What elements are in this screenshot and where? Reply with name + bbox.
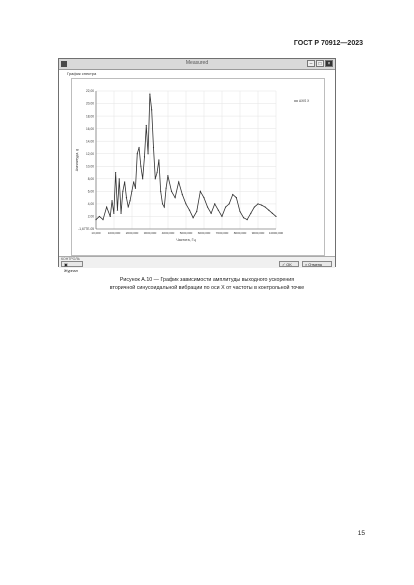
data-point xyxy=(200,191,201,192)
data-point xyxy=(165,188,166,189)
print-button-label: Журнал xyxy=(64,269,78,273)
data-point xyxy=(272,213,273,214)
data-point xyxy=(140,166,141,167)
window-title: Measured xyxy=(185,60,209,66)
data-point xyxy=(203,197,204,198)
ok-button-label: OK xyxy=(286,263,292,267)
x-tick-label: 9000,000 xyxy=(251,231,265,235)
close-icon: × xyxy=(305,263,309,267)
data-point xyxy=(174,197,175,198)
data-point xyxy=(236,197,237,198)
data-point xyxy=(257,203,258,204)
data-point xyxy=(111,200,112,201)
spectrum-chart xyxy=(72,79,324,255)
data-point xyxy=(135,188,136,189)
data-point xyxy=(247,219,248,220)
data-point xyxy=(142,178,143,179)
data-point xyxy=(196,211,197,212)
data-point xyxy=(95,219,96,220)
data-point xyxy=(120,213,121,214)
data-point xyxy=(207,206,208,207)
data-point xyxy=(167,175,168,176)
data-point xyxy=(160,191,161,192)
cancel-button[interactable] xyxy=(302,261,332,267)
data-point xyxy=(229,203,230,204)
x-tick-label: 3000,000 xyxy=(143,231,157,235)
page-number: 15 xyxy=(357,530,365,537)
minimize-button[interactable]: – xyxy=(307,60,315,67)
print-button[interactable] xyxy=(61,261,83,273)
data-point xyxy=(133,181,134,182)
data-point xyxy=(225,206,226,207)
page-header-standard: ГОСТ Р 70912—2023 xyxy=(293,40,363,47)
x-tick-label: 10000,000 xyxy=(268,231,284,235)
data-point xyxy=(102,219,103,220)
data-point xyxy=(122,191,123,192)
x-tick-label: 5000,000 xyxy=(179,231,193,235)
data-point xyxy=(124,181,125,182)
x-tick-label: 1000,000 xyxy=(107,231,121,235)
data-point xyxy=(106,206,107,207)
status-bar xyxy=(59,256,335,273)
data-point xyxy=(214,203,215,204)
data-point xyxy=(268,210,269,211)
data-point xyxy=(164,206,165,207)
data-point xyxy=(218,210,219,211)
y-tick-label: 14,00 xyxy=(86,139,94,144)
data-point xyxy=(171,191,172,192)
plot-area xyxy=(71,78,325,256)
caption-line-2: вторичной синусоидальной вибрации по оси X от частоты в контрольной точке xyxy=(109,285,305,291)
panel-title: График спектра xyxy=(67,71,97,76)
y-tick-label: 22,00 xyxy=(86,89,94,94)
maximize-button[interactable]: □ xyxy=(316,60,324,67)
data-point xyxy=(138,147,139,148)
data-point xyxy=(117,210,118,211)
legend-label: AXIS X xyxy=(299,99,310,104)
data-point xyxy=(131,191,132,192)
y-tick-label: -1,677E-05 xyxy=(78,227,94,232)
x-axis-label: Частота, Гц xyxy=(176,238,196,242)
data-point xyxy=(189,210,190,211)
data-point xyxy=(119,178,120,179)
data-point xyxy=(155,178,156,179)
y-tick-label: 12,00 xyxy=(86,151,94,156)
y-tick-label: 20,00 xyxy=(86,101,94,106)
data-point xyxy=(156,172,157,173)
data-point xyxy=(115,172,116,173)
y-tick-label: 16,00 xyxy=(86,126,94,131)
ok-button[interactable] xyxy=(279,261,299,267)
x-tick-label: 6000,000 xyxy=(197,231,211,235)
data-point xyxy=(162,203,163,204)
data-point xyxy=(185,203,186,204)
y-tick-label: 8,00 xyxy=(87,177,94,182)
data-point xyxy=(99,216,100,217)
window-titlebar xyxy=(59,59,335,70)
x-tick-label: 8000,000 xyxy=(233,231,247,235)
grid-layer xyxy=(96,91,276,229)
y-tick-label: 18,00 xyxy=(86,114,94,119)
data-point xyxy=(128,206,129,207)
y-tick-label: 2,00 xyxy=(87,214,94,219)
data-point xyxy=(193,217,194,218)
data-point xyxy=(146,125,147,126)
data-point xyxy=(239,211,240,212)
figure-caption xyxy=(40,276,374,292)
data-point xyxy=(147,153,148,154)
check-icon: ✓ xyxy=(282,263,287,267)
data-point xyxy=(113,213,114,214)
y-tick-label: 10,00 xyxy=(86,164,94,169)
software-window xyxy=(58,58,336,273)
cancel-button-label: Отмена xyxy=(308,263,322,267)
data-point xyxy=(137,153,138,154)
data-point xyxy=(221,216,222,217)
data-point xyxy=(275,216,276,217)
close-button[interactable]: × xyxy=(325,60,333,67)
y-tick-label: 4,00 xyxy=(87,202,94,207)
data-point xyxy=(211,213,212,214)
y-tick-label: 6,00 xyxy=(87,189,94,194)
data-point xyxy=(149,94,150,95)
x-tick-label: 2000,000 xyxy=(125,231,139,235)
x-tick-label: 10,000 xyxy=(91,231,101,235)
data-point xyxy=(129,200,130,201)
data-point xyxy=(158,159,159,160)
data-point xyxy=(250,213,251,214)
x-tick-label: 7000,000 xyxy=(215,231,229,235)
print-icon: ▣ xyxy=(64,263,68,267)
data-point xyxy=(265,206,266,207)
x-tick-label: 4000,000 xyxy=(161,231,175,235)
data-point xyxy=(110,216,111,217)
data-point xyxy=(182,194,183,195)
data-point xyxy=(126,197,127,198)
data-point xyxy=(261,205,262,206)
label-layer xyxy=(75,89,310,242)
data-point xyxy=(151,109,152,110)
y-axis-label: Амплитуда, g xyxy=(75,148,79,172)
data-point xyxy=(232,194,233,195)
data-point xyxy=(178,181,179,182)
caption-line-1: Рисунок А.10 — График зависимости амплитуды выходного ускорения xyxy=(119,277,295,283)
data-point xyxy=(243,217,244,218)
data-point xyxy=(144,156,145,157)
data-point xyxy=(153,147,154,148)
data-point xyxy=(254,206,255,207)
status-text: КОНТРОЛЬ xyxy=(61,257,80,261)
